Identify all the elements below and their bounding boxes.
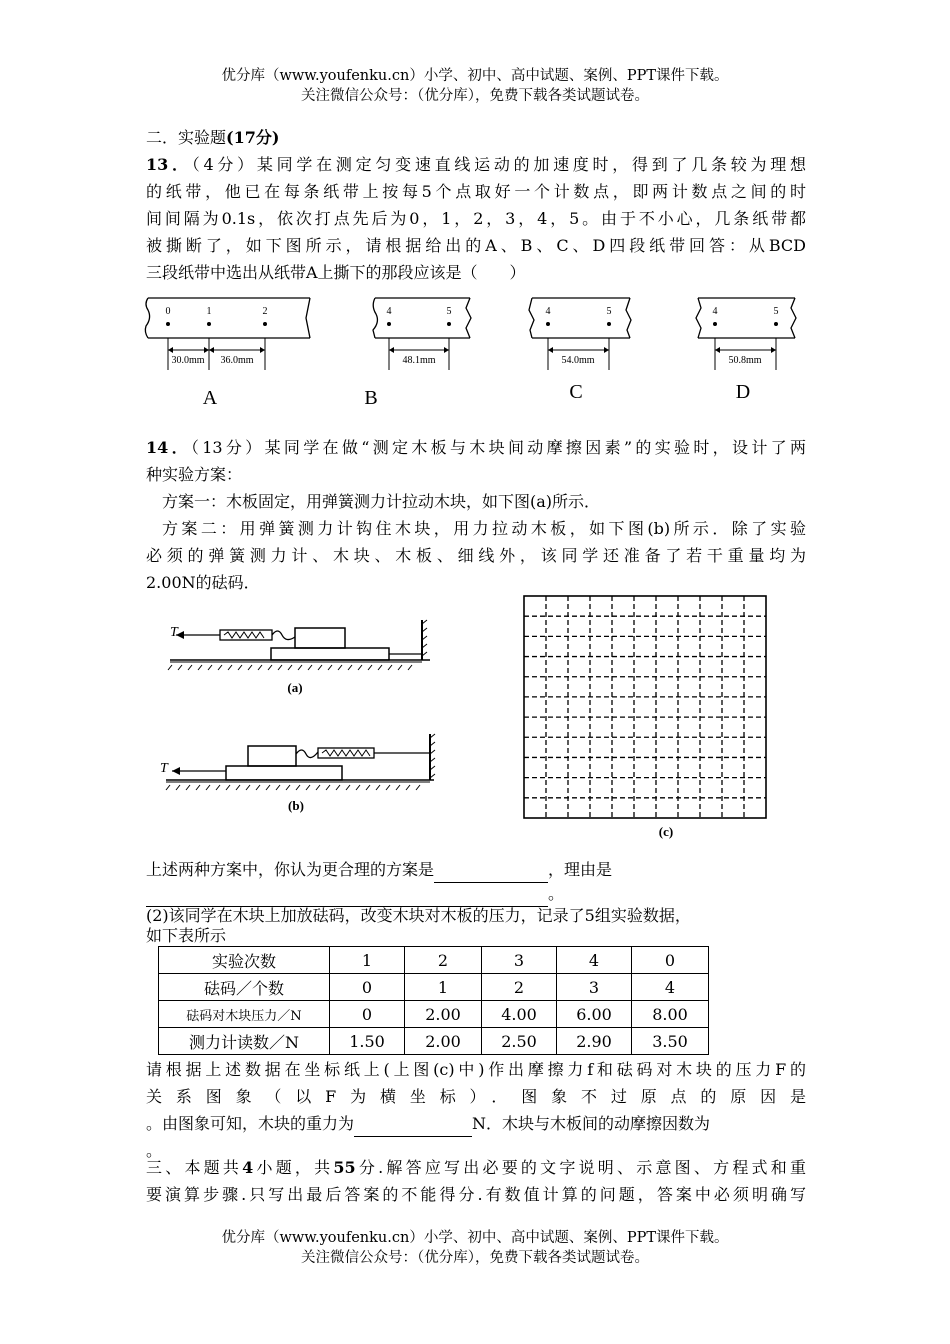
- tape-b-gap: 48.1mm: [402, 355, 436, 366]
- section-3-line-1: [146, 1154, 806, 1181]
- tape-figure: [140, 290, 820, 415]
- tape-a-gap-1: 30.0mm: [171, 355, 205, 366]
- q14-plan-2-line-2: 必须的弹簧测力计、木块、木板、细线外，该同学还准备了若干重量均为: [146, 546, 806, 565]
- q14-number: 14．: [146, 438, 191, 457]
- table-cell: 2: [482, 974, 557, 1001]
- tape-a-point-1: 1: [206, 306, 212, 317]
- tape-d-point-5: 5: [773, 306, 779, 317]
- q14-sub1-text-b: ，理由是: [548, 860, 613, 879]
- page-footer-line-2: 关注微信公众号：（优分库），免费下载各类试题试卷。: [301, 1250, 649, 1266]
- tape-b-dot-4: [387, 322, 391, 326]
- table-cell: 0: [632, 947, 709, 974]
- table-cell: 1: [330, 947, 405, 974]
- table-cell: 3: [557, 974, 632, 1001]
- table-row: [159, 974, 709, 1001]
- table-cell: 3.50: [632, 1028, 709, 1055]
- tape-a-dot-2: [263, 322, 267, 326]
- table-cell: 1: [405, 974, 482, 1001]
- data-table: [158, 946, 709, 1055]
- q14-sub3-line-1: 请根据上述数据在坐标纸上(上图(c)中)作出摩擦力f和砝码对木块的压力F的: [146, 1060, 806, 1079]
- force-label-b: T: [160, 761, 168, 776]
- figure-a: [160, 612, 440, 702]
- section-2-title: [146, 124, 806, 151]
- tape-c-name: C: [569, 381, 583, 403]
- table-cell: 2.00: [405, 1001, 482, 1028]
- tape-b: [364, 298, 471, 409]
- q13-line-3: 间间隔为0.1s，依次打点先后为0，1，2，3，4，5。由于不小心，几条纸带都: [146, 209, 806, 228]
- tape-c-dot-4: [546, 322, 550, 326]
- section-3-question-count: 4: [242, 1158, 254, 1177]
- table-row: [159, 947, 709, 974]
- tape-a-dot-0: [166, 322, 170, 326]
- q14-text-1: （13分）某同学在做“测定木板与木块间动摩擦因素”的实验时，设计了两: [190, 438, 806, 457]
- figure-c-label: (c): [658, 824, 674, 839]
- q14-sub3-text-b: N．木块与木板间的动摩擦因数为: [472, 1114, 711, 1133]
- table-cell: 2.50: [482, 1028, 557, 1055]
- section-2-title-text: 二．实验题: [146, 128, 227, 147]
- table-cell: 0: [330, 974, 405, 1001]
- tape-c-point-5: 5: [606, 306, 612, 317]
- tape-d-gap: 50.8mm: [728, 355, 762, 366]
- figure-a-label: (a): [287, 680, 303, 695]
- table-row: [159, 1001, 709, 1028]
- table-cell: 4: [632, 974, 709, 1001]
- tape-a-gap-2: 36.0mm: [220, 355, 254, 366]
- tape-d-dot-4: [713, 322, 717, 326]
- tape-c: [529, 298, 631, 403]
- q14-sub3-line-2: 关系图象（以F为横坐标）．图象不过原点的原因是: [146, 1087, 806, 1106]
- q14-sub1-reason-line: [146, 880, 806, 907]
- block-b: [248, 746, 296, 766]
- section-2-score: (17分): [226, 128, 280, 147]
- q13-line-4: 被撕断了，如下图所示，请根据给出的A、B、C、D四段纸带回答：从BCD: [146, 236, 806, 255]
- board-b: [226, 766, 342, 780]
- section-3-text-a: 三、本题共: [146, 1158, 243, 1177]
- tape-a: [145, 298, 310, 409]
- table-cell: 6.00: [557, 1001, 632, 1028]
- table-cell: 3: [482, 947, 557, 974]
- tape-a-name: A: [202, 387, 218, 409]
- table-cell: 1.50: [330, 1028, 405, 1055]
- figure-b-label: (b): [288, 798, 304, 813]
- table-cell: 2.90: [557, 1028, 632, 1055]
- section-3-score: 55: [333, 1158, 356, 1177]
- table-cell: 4: [557, 947, 632, 974]
- tape-c-point-4: 4: [545, 306, 551, 317]
- page-header-line-2: 关注微信公众号：（优分库），免费下载各类试题试卷。: [301, 88, 649, 104]
- section-3-text-b: 小题，共: [253, 1158, 334, 1177]
- table-cell: 砝码对木块压力／N: [159, 1001, 330, 1028]
- q13-line-1: [146, 151, 806, 178]
- table-row: [159, 1028, 709, 1055]
- board-a: [271, 648, 389, 660]
- table-cell: 4.00: [482, 1001, 557, 1028]
- section-3-text-d: .解答应写出必要的文字说明、示意图、方程式和重: [378, 1158, 806, 1177]
- q14-sub1-end: 。: [548, 884, 565, 903]
- q14-plan-1: 方案一：木板固定，用弹簧测力计拉动木块，如下图(a)所示．: [162, 492, 601, 511]
- q14-plan-2-line-1: 方案二：用弹簧测力计钩住木块，用力拉动木板，如下图(b)所示．除了实验: [162, 519, 806, 538]
- tape-b-point-4: 4: [386, 306, 392, 317]
- tape-d-point-4: 4: [712, 306, 718, 317]
- tape-d-name: D: [735, 381, 751, 403]
- q13-line-2: 的纸带，他已在每条纸带上按每5个点取好一个计数点，即两计数点之间的时: [146, 182, 806, 201]
- q14-sub3-line-4: 。: [146, 1141, 163, 1160]
- q13-number: 13．: [146, 155, 192, 174]
- q14-sub2-line-2: 如下表所示: [146, 926, 227, 945]
- tape-d-dot-5: [774, 322, 778, 326]
- tape-b-point-5: 5: [446, 306, 452, 317]
- tape-b-name: B: [364, 387, 378, 409]
- page-footer-line-1: 优分库（www.youfenku.cn）小学、初中、高中试题、案例、PPT课件下载。: [221, 1230, 729, 1246]
- q14-line-1: [146, 434, 806, 461]
- q13-score: （4分）: [191, 155, 257, 174]
- tape-b-dot-5: [447, 322, 451, 326]
- tape-a-point-2: 2: [262, 306, 268, 317]
- tape-a-point-0: 0: [165, 306, 171, 317]
- tape-d: [696, 298, 796, 403]
- q13-line-5: 三段纸带中选出从纸带A上撕下的那段应该是（ ）: [146, 263, 526, 282]
- q14-sub1-line: [146, 856, 806, 883]
- q13-text-1: 某同学在测定匀变速直线运动的加速度时，得到了几条较为理想: [256, 155, 806, 174]
- page-header-line-1: 优分库（www.youfenku.cn）小学、初中、高中试题、案例、PPT课件下载。: [221, 68, 729, 84]
- table-cell: 2: [405, 947, 482, 974]
- force-label-a: T: [170, 625, 178, 640]
- table-cell: 8.00: [632, 1001, 709, 1028]
- table-cell: 实验次数: [159, 947, 330, 974]
- figure-c-grid: [516, 590, 776, 840]
- tape-a-dot-1: [207, 322, 211, 326]
- tape-c-dot-5: [607, 322, 611, 326]
- q14-sub1-text-a: 上述两种方案中，你认为更合理的方案是: [146, 860, 435, 879]
- figure-b: [158, 730, 443, 820]
- q14-line-2: 种实验方案：: [146, 465, 243, 484]
- q14-sub3-text-a: 。由图象可知，木块的重力为: [146, 1114, 355, 1133]
- q14-sub3-line-3: [146, 1110, 806, 1137]
- table-cell: 测力计读数／N: [159, 1028, 330, 1055]
- block-a: [295, 628, 345, 648]
- table-cell: 0: [330, 1001, 405, 1028]
- section-3-text-c: 分: [355, 1158, 379, 1177]
- table-cell: 砝码／个数: [159, 974, 330, 1001]
- answer-blank-weight[interactable]: [354, 1118, 472, 1137]
- q14-plan-2-line-3: 2.00N的砝码．: [146, 573, 260, 592]
- tape-c-gap: 54.0mm: [561, 355, 595, 366]
- section-3-line-2: 要演算步骤.只写出最后答案的不能得分.有数值计算的问题，答案中必须明确写: [146, 1185, 806, 1204]
- q14-sub2-line-1: (2)该同学在木块上加放砝码，改变木块对木板的压力，记录了5组实验数据，: [146, 906, 691, 925]
- table-cell: 2.00: [405, 1028, 482, 1055]
